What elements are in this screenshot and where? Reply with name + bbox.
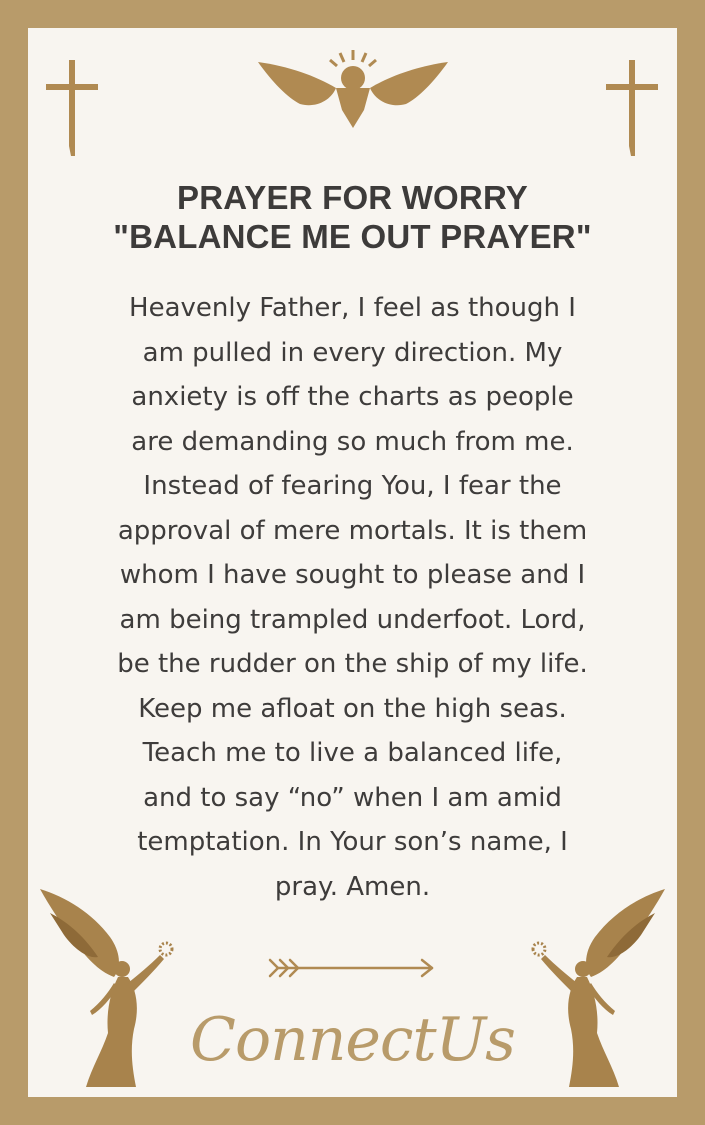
prayer-line: be the rudder on the ship of my life. [117, 649, 588, 679]
prayer-line: Keep me afloat on the high seas. [138, 693, 567, 724]
cross-icon [46, 60, 98, 156]
prayer-line: Instead of fearing You, I fear the [143, 471, 562, 501]
prayer-line: approval of mere mortals. It is them [117, 515, 588, 546]
prayer-line: are demanding so much from me. [131, 426, 574, 457]
title-line-2: "BALANCE ME OUT PRAYER" [113, 218, 592, 255]
winged-sun-emblem-icon [258, 46, 448, 130]
prayer-line: am being trampled underfoot. Lord, [119, 604, 586, 635]
prayer-text [50, 286, 655, 909]
arrow-icon [268, 956, 438, 980]
prayer-line: Teach me to live a balanced life, [142, 738, 563, 768]
cross-icon [606, 60, 658, 156]
prayer-line: and to say “no” when I am amid [143, 782, 562, 813]
title-line-1: PRAYER FOR WORRY [177, 179, 528, 216]
prayer-line: whom I have sought to please and I [119, 560, 586, 590]
brand-logo: ConnectUs [190, 1005, 515, 1075]
prayer-line: am pulled in every direction. My [142, 337, 563, 368]
prayer-card [28, 28, 677, 1097]
prayer-line: anxiety is off the charts as people [131, 382, 574, 412]
prayer-line: temptation. In Your son’s name, I [137, 827, 568, 857]
prayer-line: Heavenly Father, I feel as though I [129, 293, 576, 323]
prayer-title [28, 178, 677, 256]
prayer-line: pray. Amen. [274, 871, 431, 902]
